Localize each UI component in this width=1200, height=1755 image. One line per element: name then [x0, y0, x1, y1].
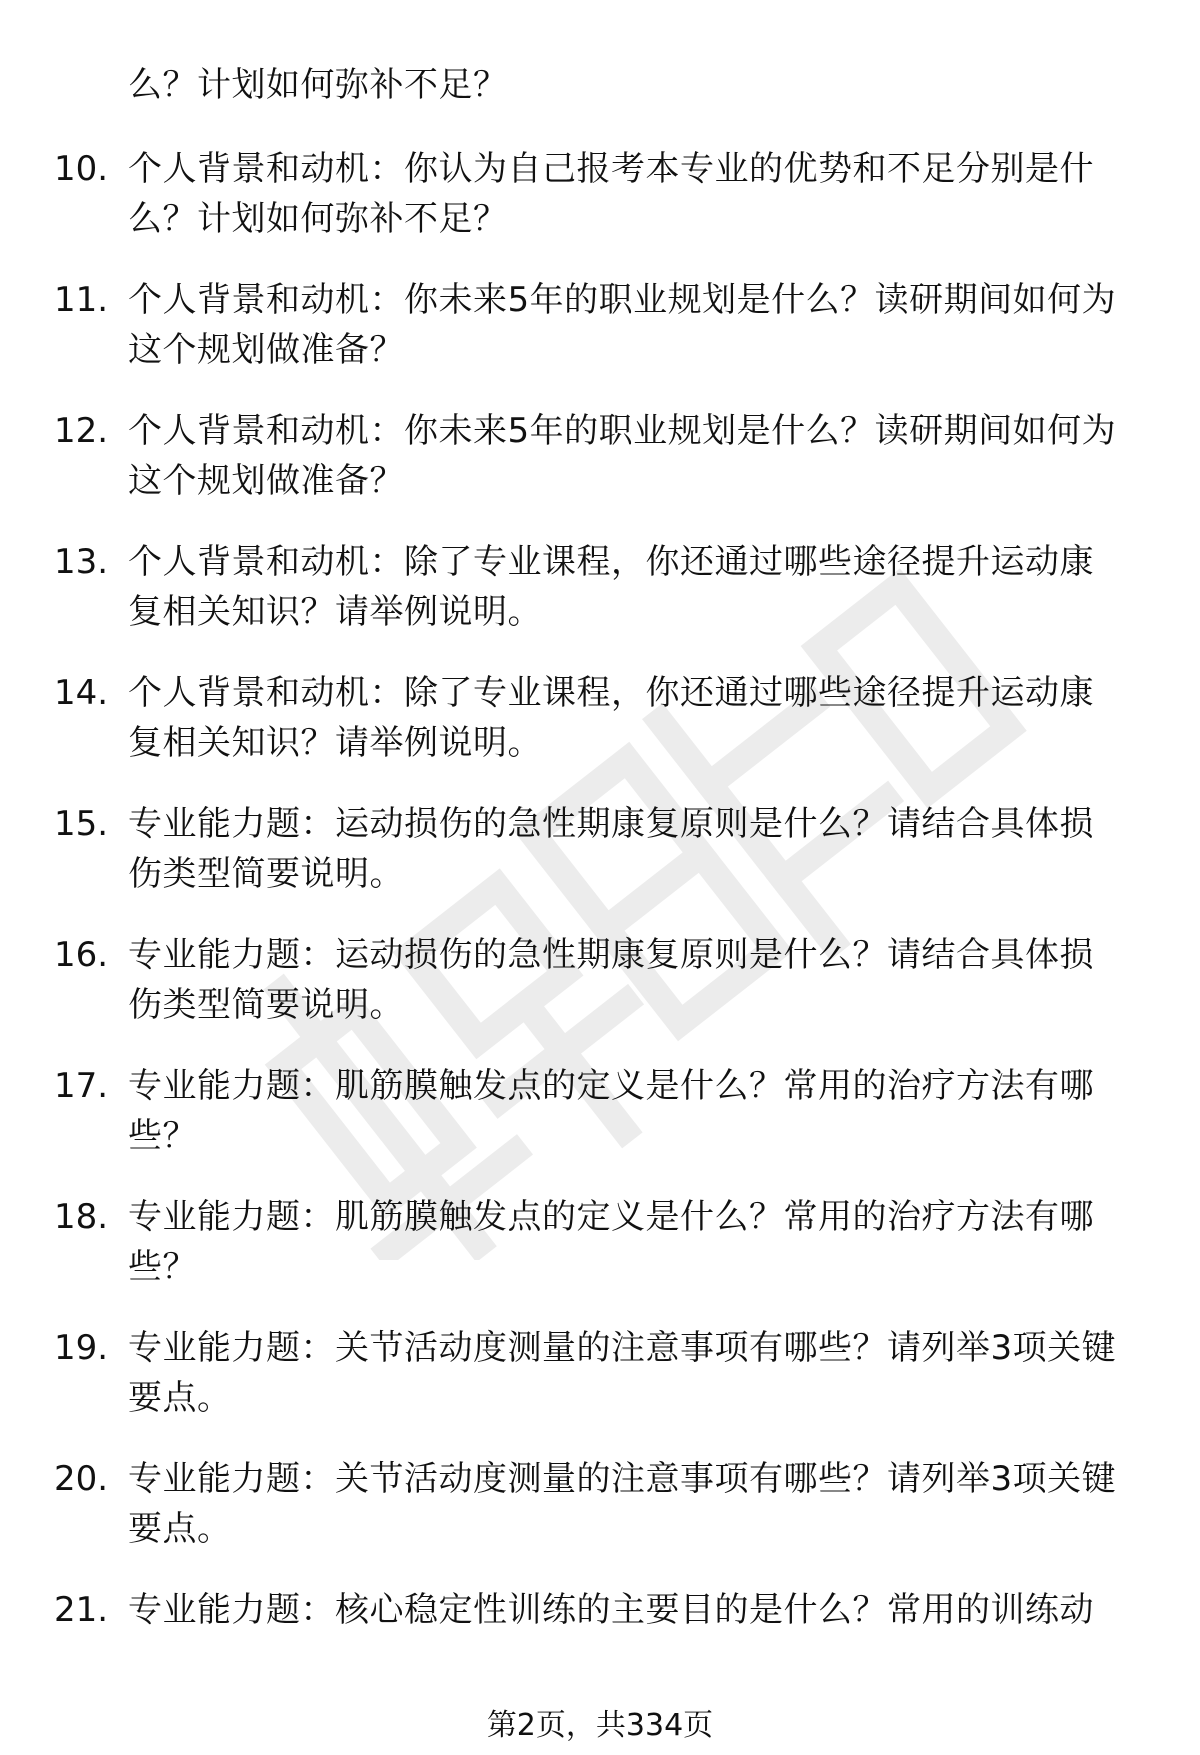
question-line: 个人背景和动机：你认为自己报考本专业的优势和不足分别是什 — [128, 149, 1094, 189]
question-text — [128, 1585, 1168, 1635]
question-text — [128, 930, 1168, 1030]
question-number: 19. — [54, 1328, 109, 1368]
list-item — [0, 144, 1200, 275]
list-item — [0, 799, 1200, 930]
question-number: 20. — [54, 1459, 109, 1499]
question-number: 11. — [54, 280, 109, 320]
question-number: 17. — [54, 1066, 109, 1106]
question-text — [128, 1323, 1168, 1423]
question-number: 14. — [54, 673, 109, 713]
list-item — [0, 1454, 1200, 1585]
question-line: 伤类型简要说明。 — [128, 985, 404, 1025]
list-item — [0, 406, 1200, 537]
question-line: 要点。 — [128, 1378, 232, 1418]
previous-question-continuation: 么？计划如何弥补不足？ — [128, 65, 508, 105]
question-text — [128, 1454, 1168, 1554]
question-line: 么？计划如何弥补不足？ — [128, 199, 508, 239]
question-number: 21. — [54, 1590, 109, 1630]
question-line: 专业能力题：关节活动度测量的注意事项有哪些？请列举3项关键 — [128, 1328, 1117, 1368]
question-line: 些？ — [128, 1247, 197, 1287]
question-line: 专业能力题：肌筋膜触发点的定义是什么？常用的治疗方法有哪 — [128, 1197, 1094, 1237]
question-line: 专业能力题：关节活动度测量的注意事项有哪些？请列举3项关键 — [128, 1459, 1117, 1499]
question-text — [128, 668, 1168, 768]
question-text — [128, 275, 1168, 375]
page-indicator: 第2页，共334页 — [486, 1708, 714, 1743]
question-line: 个人背景和动机：除了专业课程，你还通过哪些途径提升运动康 — [128, 673, 1094, 713]
list-item — [0, 1061, 1200, 1192]
question-text — [128, 799, 1168, 899]
list-item — [0, 1585, 1200, 1716]
question-line: 个人背景和动机：你未来5年的职业规划是什么？读研期间如何为 — [128, 280, 1117, 320]
list-item — [0, 537, 1200, 668]
question-list — [0, 144, 1200, 1716]
question-number: 10. — [54, 149, 109, 189]
question-line: 专业能力题：运动损伤的急性期康复原则是什么？请结合具体损 — [128, 804, 1094, 844]
question-line: 这个规划做准备？ — [128, 461, 404, 501]
question-text — [128, 144, 1168, 244]
question-line: 要点。 — [128, 1509, 232, 1549]
list-item — [0, 668, 1200, 799]
list-item — [0, 275, 1200, 406]
question-text — [128, 406, 1168, 506]
question-line: 伤类型简要说明。 — [128, 854, 404, 894]
question-text — [128, 1061, 1168, 1161]
list-item — [0, 1192, 1200, 1323]
question-number: 16. — [54, 935, 109, 975]
question-line: 个人背景和动机：除了专业课程，你还通过哪些途径提升运动康 — [128, 542, 1094, 582]
list-item — [0, 1323, 1200, 1454]
question-line: 个人背景和动机：你未来5年的职业规划是什么？读研期间如何为 — [128, 411, 1117, 451]
question-line: 复相关知识？请举例说明。 — [128, 592, 542, 632]
question-number: 12. — [54, 411, 109, 451]
question-text — [128, 537, 1168, 637]
question-line: 些？ — [128, 1116, 197, 1156]
question-number: 13. — [54, 542, 109, 582]
question-line: 专业能力题：肌筋膜触发点的定义是什么？常用的治疗方法有哪 — [128, 1066, 1094, 1106]
question-line: 复相关知识？请举例说明。 — [128, 723, 542, 763]
question-number: 15. — [54, 804, 109, 844]
list-item — [0, 930, 1200, 1061]
question-text — [128, 1192, 1168, 1292]
question-line: 专业能力题：核心稳定性训练的主要目的是什么？常用的训练动 — [128, 1590, 1094, 1630]
question-line: 专业能力题：运动损伤的急性期康复原则是什么？请结合具体损 — [128, 935, 1094, 975]
question-number: 18. — [54, 1197, 109, 1237]
question-line: 这个规划做准备？ — [128, 330, 404, 370]
